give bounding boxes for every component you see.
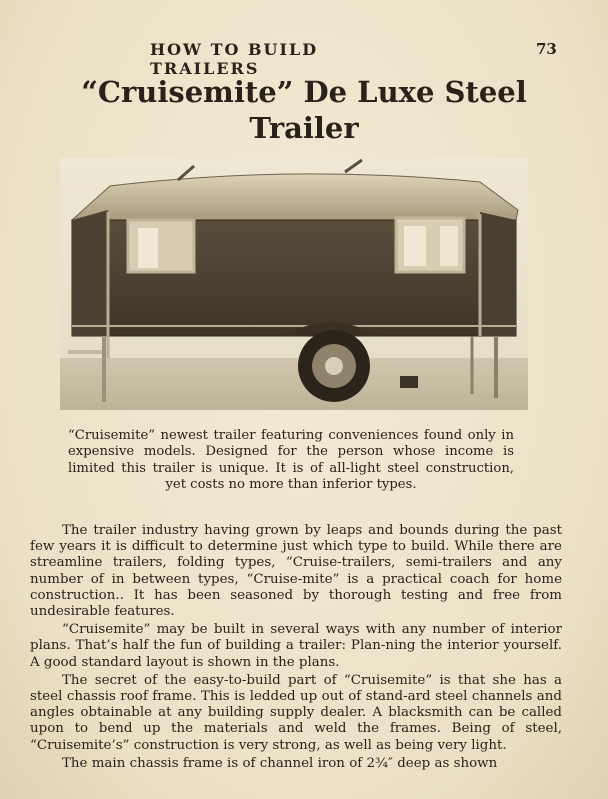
title-line-2: Trailer (249, 111, 359, 145)
title-line-1: “Cruisemite” De Luxe Steel (81, 75, 527, 109)
paragraph: The secret of the easy-to-build part of “Cruisemite” is that she has a steel chassis roof frame. This is ledded up out of stand-ard steel channels and angles obtainable at any building supply dealer. A blacksmith can be called upon to bend up the materials and weld the frames. Being of steel, “Cruisemite’s” construction is very strong, as well as being very light. (30, 672, 562, 753)
paragraph: “Cruisemite” may be built in several ways with any number of interior plans. That’s half the fun of building a trailer: Plan-ning the interior yourself. A good standard layout is shown in the plans. (30, 622, 562, 670)
article-title (20, 74, 588, 146)
page-number: 73 (536, 40, 557, 58)
trailer-photo (60, 158, 528, 410)
running-head: HOW TO BUILD TRAILERS (150, 40, 319, 78)
photo-caption: “Cruisemite” newest trailer featuring conveniences found only in expensive models. Designed for the person whose income is limited this trailer is unique. It is of all-light steel construction, yet costs no more than inferior types. (68, 428, 514, 493)
paragraph: The main chassis frame is of channel iron of 2¾″ deep as shown (62, 755, 498, 771)
article-body (30, 523, 562, 774)
paragraph: The trailer industry having grown by leaps and bounds during the past few years it is difficult to determine just which type to build. While there are streamline trailers, folding types, “Cruise-trailers, semi-trailers and any number of in between types, “Cruise-mite” is a practical coach for home construction.. It has been seasoned by thorough testing and free from undesirable features. (30, 523, 562, 620)
